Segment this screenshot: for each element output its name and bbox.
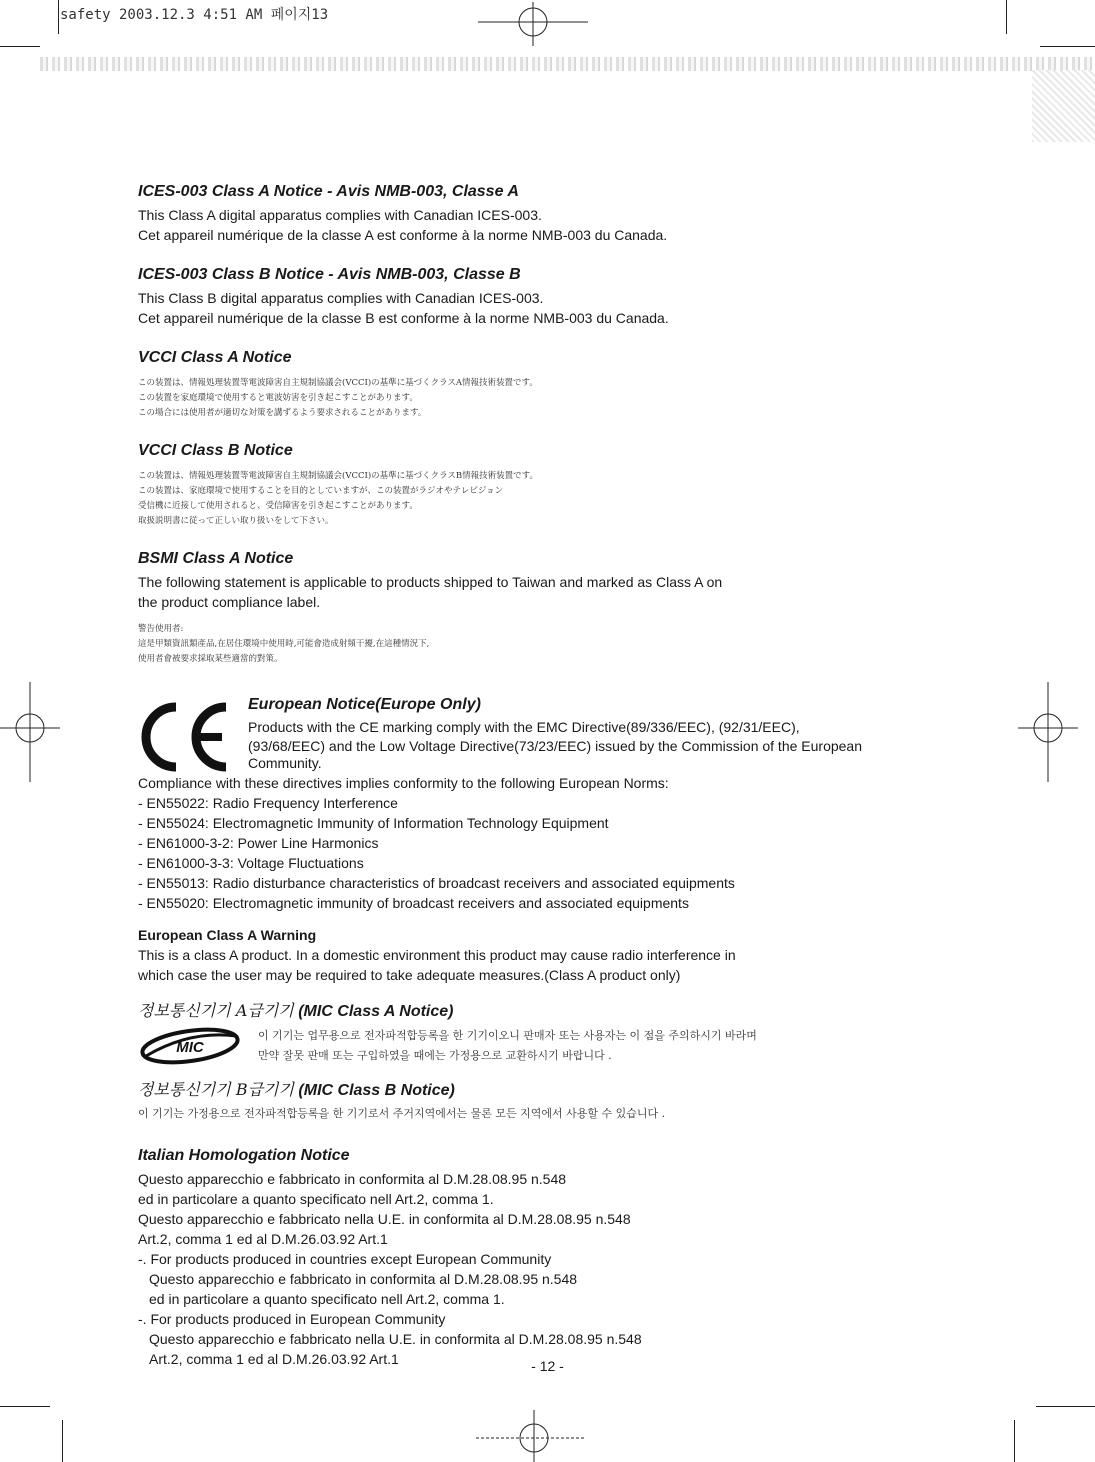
bsmi-title: BSMI Class A Notice xyxy=(138,550,294,567)
vcci-class-a-line-3: この場合には使用者が適切な対策を講ずるよう要求されることがあります。 xyxy=(138,408,427,418)
crop-mark-bottom-left-horizontal xyxy=(0,1406,50,1407)
mic-class-b-section xyxy=(138,1080,938,1124)
scan-texture-band xyxy=(40,57,1095,71)
bsmi-line-1: The following statement is applicable to products shipped to Taiwan and marked as Class A on xyxy=(138,574,723,590)
mic-class-a-title-korean: 정보통신기기 A급기기 xyxy=(138,1001,294,1020)
european-norm-4: - EN61000-3-3: Voltage Fluctuations xyxy=(138,855,364,871)
european-intro-line-1: Products with the CE marking comply with the EMC Directive(89/336/EEC), (92/31/EEC), xyxy=(248,719,800,735)
european-norm-2: - EN55024: Electromagnetic Immunity of Information Technology Equipment xyxy=(138,815,609,831)
italian-line-3: Questo apparecchio e fabbricato nella U.E. in conformita al D.M.28.08.95 n.548 xyxy=(138,1211,631,1227)
bsmi-section xyxy=(138,549,938,667)
mic-class-a-text xyxy=(258,1026,757,1066)
ices-class-b-title: ICES-003 Class B Notice - Avis NMB-003, Classe B xyxy=(138,266,521,283)
crop-mark-left-vertical xyxy=(58,0,59,34)
european-intro-line-3: Community. xyxy=(248,755,322,771)
italian-title: Italian Homologation Notice xyxy=(138,1147,350,1164)
page-number: - 12 - xyxy=(531,1358,564,1374)
european-norm-5: - EN55013: Radio disturbance characteristics of broadcast receivers and associated equipments xyxy=(138,875,735,891)
crop-mark-right-vertical xyxy=(1006,0,1007,34)
crop-mark-bottom-right-horizontal xyxy=(1036,1406,1095,1407)
italian-line-10: Art.2, comma 1 ed al D.M.26.03.92 Art.1 xyxy=(149,1351,399,1367)
registration-mark-left xyxy=(0,682,60,782)
european-warning-line-2: which case the user may be required to take adequate measures.(Class A product only) xyxy=(138,967,681,983)
european-title: European Notice(Europe Only) xyxy=(248,696,481,713)
mic-class-b-title-english: (MIC Class B Notice) xyxy=(298,1082,455,1099)
ices-class-a-title: ICES-003 Class A Notice - Avis NMB-003, Classe A xyxy=(138,183,519,200)
european-intro-line-2: (93/68/EEC) and the Low Voltage Directive(73/23/EEC) issued by the Commission of the European xyxy=(248,738,862,754)
vcci-class-b-line-3: 受信機に近接して使用されると、受信障害を引き起こすことがあります。 xyxy=(138,501,418,511)
mic-class-a-line-1: 이 기기는 업무용으로 전자파적합등록을 한 기기이오니 판매자 또는 사용자는 이 점을 주의하시기 바라며 xyxy=(258,1029,757,1042)
ices-class-a-line-1: This Class A digital apparatus complies with Canadian ICES-003. xyxy=(138,207,542,223)
registration-mark-top xyxy=(478,2,588,46)
ce-mark-icon xyxy=(138,701,234,773)
vcci-class-a-title: VCCI Class A Notice xyxy=(138,349,292,366)
vcci-class-b-line-2: この装置は、家庭環境で使用することを目的としていますが、この装置がラジオやテレビジョン xyxy=(138,486,504,496)
crop-mark-bottom-right-vertical xyxy=(1014,1420,1015,1462)
italian-line-7: ed in particolare a quanto specificato nell Art.2, comma 1. xyxy=(149,1291,505,1307)
crop-mark-top-horizontal xyxy=(0,46,40,47)
vcci-class-b-line-4: 取扱説明書に従って正しい取り扱いをして下さい。 xyxy=(138,516,334,526)
ices-class-b-line-2: Cet appareil numérique de la classe B est conforme à la norme NMB-003 du Canada. xyxy=(138,310,669,326)
mic-class-a-title xyxy=(138,1001,938,1022)
european-norm-3: - EN61000-3-2: Power Line Harmonics xyxy=(138,835,379,851)
european-norm-1: - EN55022: Radio Frequency Interference xyxy=(138,795,398,811)
mic-class-a-line-2: 만약 잘못 판매 또는 구입하였을 때에는 가정용으로 교환하시기 바랍니다 . xyxy=(258,1049,612,1062)
european-header xyxy=(138,695,938,773)
bsmi-line-2: the product compliance label. xyxy=(138,594,321,610)
ices-class-a-section xyxy=(138,182,938,245)
crop-mark-top-right-horizontal xyxy=(1040,46,1095,47)
european-warning-line-1: This is a class A product. In a domestic environment this product may cause radio interference in xyxy=(138,947,736,963)
bsmi-cjk-line-3: 使用者會被要求採取某些適當的對策。 xyxy=(138,654,283,664)
european-warning-section xyxy=(138,925,938,985)
bsmi-cjk-line-2: 這是甲類資訊類產品,在居住環境中使用時,可能會造成射頻干擾,在這種情況下, xyxy=(138,639,430,649)
italian-line-1: Questo apparecchio e fabbricato in conformita al D.M.28.08.95 n.548 xyxy=(138,1171,567,1187)
mic-class-b-title xyxy=(138,1080,938,1101)
mic-class-b-line: 이 기기는 가정용으로 전자파적합등록을 한 기기로서 주거지역에서는 물론 모든 지역에서 사용할 수 있습니다 . xyxy=(138,1107,666,1120)
bsmi-cjk-block xyxy=(138,622,938,667)
ices-class-b-line-1: This Class B digital apparatus complies with Canadian ICES-003. xyxy=(138,290,544,306)
vcci-class-b-line-1: この装置は、情報処理装置等電波障害自主規制協議会(VCCI)の基準に基づくクラスB情報技術装置です。 xyxy=(138,471,538,481)
vcci-class-a-line-1: この装置は、情報処理装置等電波障害自主規制協議会(VCCI)の基準に基づくクラスA情報技術装置です。 xyxy=(138,378,538,388)
mic-class-b-title-korean: 정보통신기기 B급기기 xyxy=(138,1080,294,1099)
italian-line-4: Art.2, comma 1 ed al D.M.26.03.92 Art.1 xyxy=(138,1231,388,1247)
italian-line-2: ed in particolare a quanto specificato nell Art.2, comma 1. xyxy=(138,1191,494,1207)
italian-line-8: -. For products produced in European Community xyxy=(138,1311,446,1327)
registration-mark-right xyxy=(1018,682,1078,782)
mic-class-a-body xyxy=(138,1026,938,1066)
ices-class-b-section xyxy=(138,265,938,328)
bsmi-cjk-line-1: 警告使用者: xyxy=(138,624,184,634)
scan-texture-corner xyxy=(1032,70,1095,142)
mic-class-a-section xyxy=(138,1001,938,1066)
european-norm-6: - EN55020: Electromagnetic immunity of broadcast receivers and associated equipments xyxy=(138,895,689,911)
european-warning-title: European Class A Warning xyxy=(138,927,317,943)
crop-mark-bottom-left-vertical xyxy=(62,1420,63,1462)
italian-section xyxy=(138,1146,938,1369)
european-intro xyxy=(248,695,938,771)
vcci-class-a-section xyxy=(138,348,938,421)
vcci-class-a-line-2: この装置を家庭環境で使用すると電波妨害を引き起こすことがあります。 xyxy=(138,393,418,403)
mic-logo-icon xyxy=(138,1026,242,1066)
vcci-class-b-section xyxy=(138,441,938,529)
italian-line-9: Questo apparecchio e fabbricato nella U.E. in conformita al D.M.28.08.95 n.548 xyxy=(149,1331,642,1347)
mic-class-a-title-english: (MIC Class A Notice) xyxy=(298,1003,454,1020)
ices-class-a-line-2: Cet appareil numérique de la classe A est conforme à la norme NMB-003 du Canada. xyxy=(138,227,668,243)
print-header: safety 2003.12.3 4:51 AM 페이지13 xyxy=(60,7,329,23)
italian-line-6: Questo apparecchio e fabbricato in conformita al D.M.28.08.95 n.548 xyxy=(149,1271,578,1287)
document-body xyxy=(138,182,938,1389)
registration-mark-bottom xyxy=(476,1410,586,1462)
vcci-class-b-title: VCCI Class B Notice xyxy=(138,442,293,459)
italian-line-5: -. For products produced in countries except European Community xyxy=(138,1251,552,1267)
mic-logo-text: MIC xyxy=(176,1039,204,1056)
european-compliance-line: Compliance with these directives implies conformity to the following European Norms: xyxy=(138,775,669,791)
european-section xyxy=(138,695,938,913)
